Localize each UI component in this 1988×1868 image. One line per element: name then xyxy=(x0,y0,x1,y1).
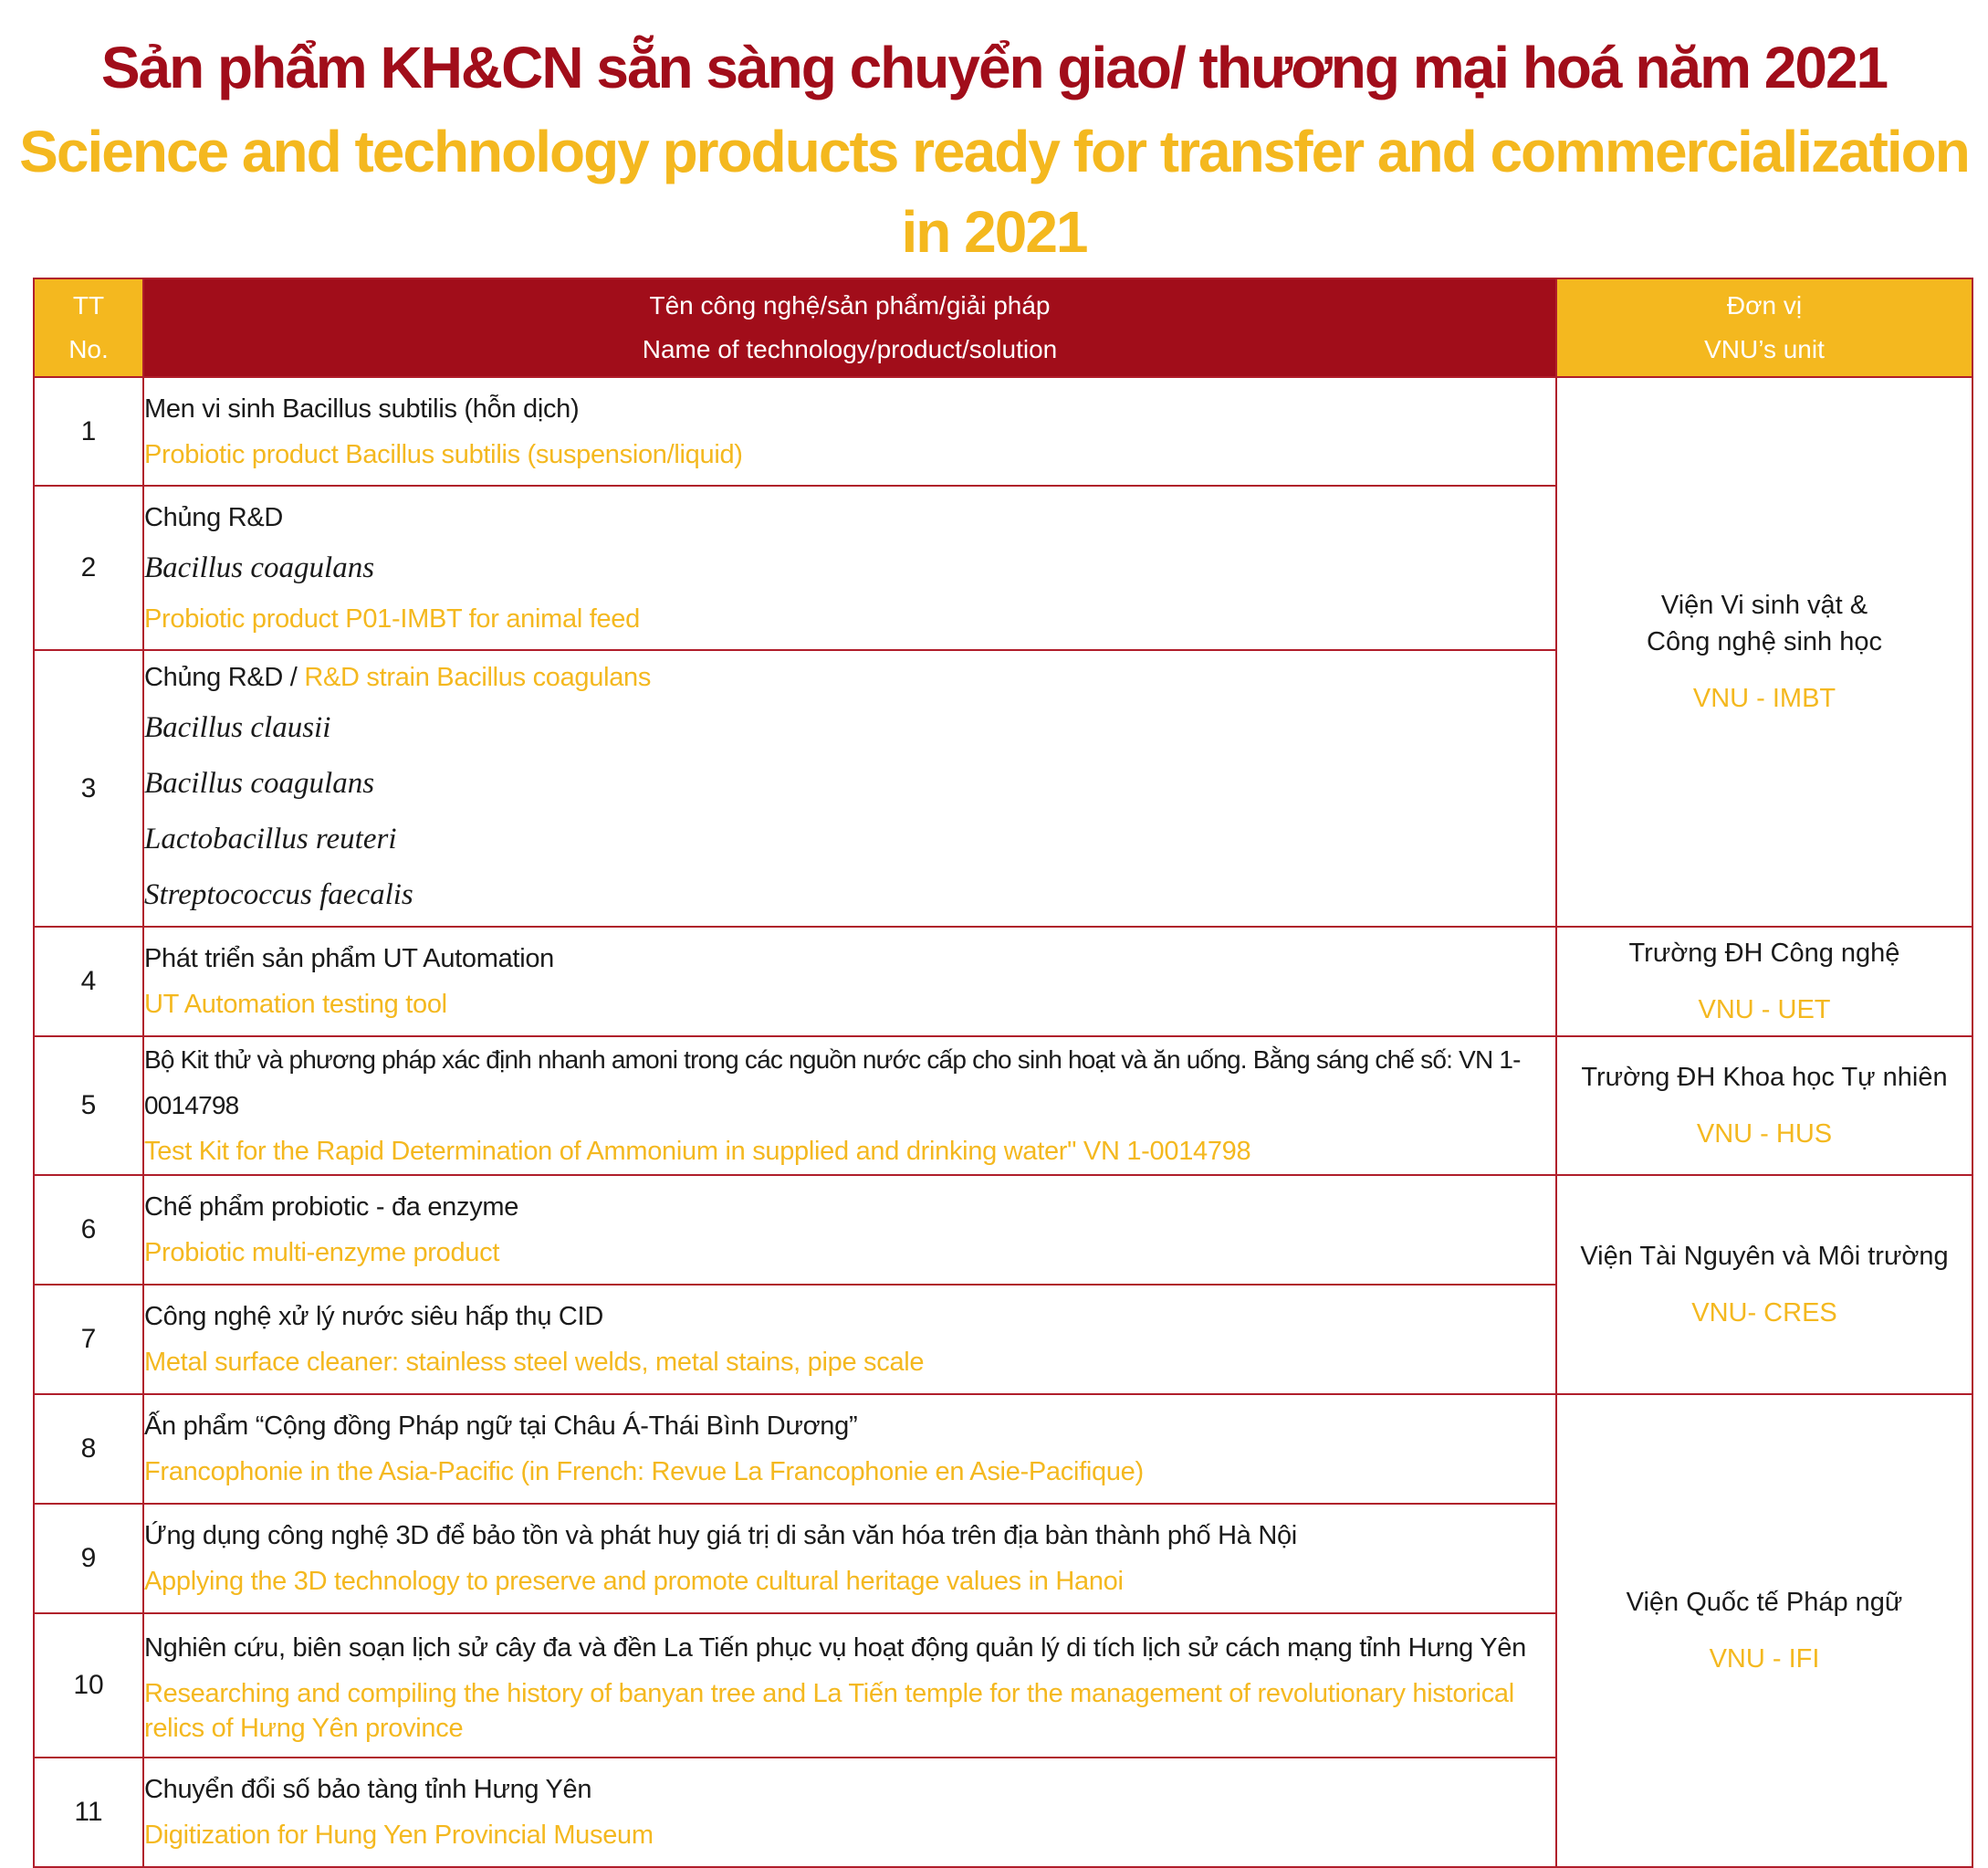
row-number: 3 xyxy=(34,650,143,927)
unit-en: VNU - UET xyxy=(1698,995,1831,1024)
page-title-en: Science and technology products ready for transfer and commercialization in 2021 xyxy=(19,119,1969,265)
name-vi: Công nghệ xử lý nước siêu hấp thụ CID xyxy=(144,1302,603,1331)
row-name xyxy=(143,377,1556,486)
row-name xyxy=(143,1036,1556,1175)
name-vi: Nghiên cứu, biên soạn lịch sử cây đa và đền La Tiến phục vụ hoạt động quản lý di tích lịch sử cách mạng tỉnh Hưng Yên xyxy=(144,1633,1526,1663)
unit-en: VNU - HUS xyxy=(1696,1119,1833,1149)
name-vi: Men vi sinh Bacillus subtilis (hỗn dịch) xyxy=(144,394,580,424)
row-name xyxy=(143,1175,1556,1285)
name-vi: Chủng R&D / xyxy=(144,662,305,692)
row-number: 7 xyxy=(34,1285,143,1394)
name-vi-line xyxy=(144,655,1555,700)
header-name xyxy=(143,278,1556,377)
row-number: 4 xyxy=(34,927,143,1036)
name-species: Bacillus coagulans xyxy=(144,766,375,800)
unit-cell xyxy=(1556,1036,1972,1175)
name-vi: Chủng R&D xyxy=(144,502,284,532)
row-number: 9 xyxy=(34,1504,143,1613)
unit-vi: Trường ĐH Khoa học Tự nhiên xyxy=(1581,1063,1948,1092)
unit-vi: Trường ĐH Công nghệ xyxy=(1628,939,1900,968)
row-name xyxy=(143,1285,1556,1394)
row-number: 5 xyxy=(34,1036,143,1175)
unit-en: VNU - IMBT xyxy=(1692,684,1836,713)
row-name xyxy=(143,927,1556,1036)
row-name xyxy=(143,1394,1556,1504)
unit-cell xyxy=(1556,377,1972,927)
unit-cell xyxy=(1556,1394,1972,1867)
products-table xyxy=(33,278,1973,1868)
row-name xyxy=(143,1504,1556,1613)
header-no-vi: TT xyxy=(72,291,105,320)
name-species: Bacillus coagulans xyxy=(144,551,375,584)
header-no-en: No. xyxy=(68,335,109,363)
table-row xyxy=(34,927,1972,1036)
header-unit xyxy=(1556,278,1972,377)
unit-vi: Công nghệ sinh học xyxy=(1647,627,1882,656)
table-row xyxy=(34,1036,1972,1175)
name-en: Probiotic product P01-IMBT for animal feed xyxy=(144,603,640,634)
row-number: 2 xyxy=(34,486,143,650)
name-en-inline: R&D strain Bacillus coagulans xyxy=(304,662,652,692)
name-en: Applying the 3D technology to preserve and promote cultural heritage values in Hanoi xyxy=(144,1567,1124,1596)
unit-cell xyxy=(1556,927,1972,1036)
name-vi: Ứng dụng công nghệ 3D để bảo tồn và phát huy giá trị di sản văn hóa trên địa bàn thành phố Hà Nội xyxy=(144,1521,1297,1550)
header-name-en: Name of technology/product/solution xyxy=(642,335,1058,363)
header-name-vi: Tên công nghệ/sản phẩm/giải pháp xyxy=(649,291,1051,320)
row-number: 11 xyxy=(34,1758,143,1867)
unit-en: VNU - IFI xyxy=(1709,1644,1820,1674)
table-header-row xyxy=(34,278,1972,377)
name-vi: Chuyển đổi số bảo tàng tỉnh Hưng Yên xyxy=(144,1775,592,1804)
name-species: Bacillus clausii xyxy=(144,710,331,744)
name-vi: Ấn phẩm “Cộng đồng Pháp ngữ tại Châu Á-Thái Bình Dương” xyxy=(144,1411,858,1441)
row-name xyxy=(143,1758,1556,1867)
name-en: UT Automation testing tool xyxy=(144,990,447,1019)
row-number: 1 xyxy=(34,377,143,486)
table-row xyxy=(34,1394,1972,1504)
name-en: Digitization for Hung Yen Provincial Museum xyxy=(144,1821,654,1850)
name-species: Lactobacillus reuteri xyxy=(144,822,397,855)
table-row xyxy=(34,1175,1972,1285)
unit-en: VNU- CRES xyxy=(1691,1298,1837,1328)
unit-vi: Viện Vi sinh vật & xyxy=(1660,591,1868,620)
header-no xyxy=(34,278,143,377)
name-en: Francophonie in the Asia-Pacific (in French: Revue La Francophonie en Asie-Pacifique) xyxy=(144,1457,1144,1486)
row-name xyxy=(143,650,1556,927)
name-en: Metal surface cleaner: stainless steel welds, metal stains, pipe scale xyxy=(144,1348,925,1377)
page-title-vi: Sản phẩm KH&CN sẵn sàng chuyển giao/ thương mại hoá năm 2021 xyxy=(100,35,1888,100)
header-unit-en: VNU’s unit xyxy=(1704,335,1825,363)
row-number: 8 xyxy=(34,1394,143,1504)
name-vi: Chế phẩm probiotic - đa enzyme xyxy=(144,1192,519,1222)
header-unit-vi: Đơn vị xyxy=(1726,291,1803,320)
name-vi: Bộ Kit thử và phương pháp xác định nhanh amoni trong các nguồn nước cấp cho sinh hoạt và ăn uống. Bằng sáng chế số: VN 1-0014798 xyxy=(144,1045,1521,1119)
row-number: 6 xyxy=(34,1175,143,1285)
title-block xyxy=(0,27,1988,265)
row-name xyxy=(143,1613,1556,1758)
name-en: Researching and compiling the history of banyan tree and La Tiến temple for the management of revolutionary historical relics of Hưng Yên province xyxy=(144,1679,1514,1743)
name-vi: Phát triển sản phẩm UT Automation xyxy=(144,944,554,973)
table-row xyxy=(34,377,1972,486)
name-species: Streptococcus faecalis xyxy=(144,877,413,911)
unit-vi: Viện Quốc tế Pháp ngữ xyxy=(1626,1588,1903,1617)
row-name xyxy=(143,486,1556,650)
name-en: Probiotic multi-enzyme product xyxy=(144,1238,500,1267)
unit-cell xyxy=(1556,1175,1972,1394)
row-number: 10 xyxy=(34,1613,143,1758)
name-en: Test Kit for the Rapid Determination of Ammonium in supplied and drinking water" VN 1-0014798 xyxy=(144,1137,1251,1166)
unit-vi: Viện Tài Nguyên và Môi trường xyxy=(1580,1242,1949,1271)
name-en: Probiotic product Bacillus subtilis (suspension/liquid) xyxy=(144,439,743,469)
